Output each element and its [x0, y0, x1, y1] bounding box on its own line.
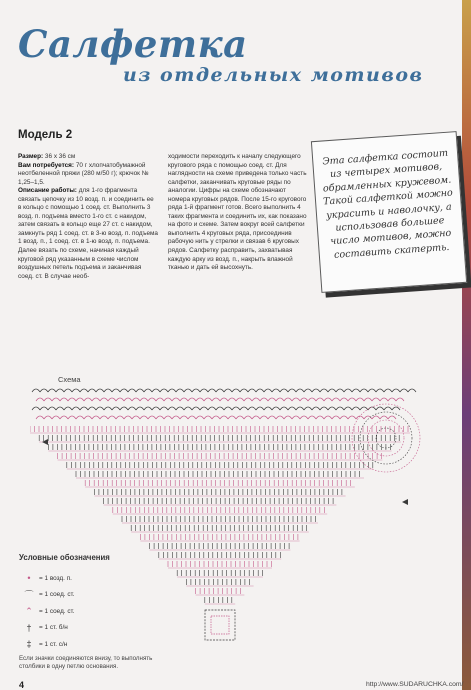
- scheme-arc: [168, 407, 176, 410]
- scheme-arc: [368, 389, 376, 392]
- scheme-arc: [68, 416, 76, 419]
- scheme-arc: [188, 416, 196, 419]
- scheme-arc: [344, 407, 352, 410]
- scheme-arc: [340, 398, 348, 401]
- scheme-arc: [260, 398, 268, 401]
- scheme-arc: [256, 407, 264, 410]
- scheme-arc: [240, 407, 248, 410]
- source-url: http://www.SUDARUCHKA.com/: [366, 681, 464, 688]
- scheme-arc: [116, 416, 124, 419]
- scheme-arc: [324, 398, 332, 401]
- scheme-arc: [108, 398, 116, 401]
- legend-item: ‡ = 1 ст. с/н: [19, 636, 169, 653]
- model-heading: Модель 2: [18, 129, 73, 141]
- scheme-arc: [108, 416, 116, 419]
- scheme-arc: [180, 416, 188, 419]
- scheme-arc: [128, 389, 136, 392]
- scheme-arc: [52, 416, 60, 419]
- scheme-arc: [96, 389, 104, 392]
- scheme-arc: [268, 398, 276, 401]
- scheme-arc: [392, 389, 400, 392]
- scheme-arc: [300, 416, 308, 419]
- scheme-arc: [272, 407, 280, 410]
- scheme-arc: [324, 416, 332, 419]
- scheme-arc: [192, 407, 200, 410]
- scheme-arc: [92, 416, 100, 419]
- legend-item: • = 1 возд. п.: [19, 570, 169, 587]
- scheme-arc: [288, 389, 296, 392]
- double-crochet-icon: ‡: [26, 639, 32, 650]
- scheme-arc: [140, 398, 148, 401]
- scheme-arc: [360, 407, 368, 410]
- scheme-arc: [356, 398, 364, 401]
- scheme-arc: [32, 407, 40, 410]
- scheme-arc: [228, 398, 236, 401]
- scheme-arc: [184, 407, 192, 410]
- scheme-arc: [188, 398, 196, 401]
- scheme-arc: [168, 389, 176, 392]
- scheme-arc: [304, 389, 312, 392]
- scheme-arc: [352, 389, 360, 392]
- scheme-arc: [392, 407, 400, 410]
- scheme-arc: [132, 416, 140, 419]
- scheme-arc: [116, 398, 124, 401]
- scheme-arc: [268, 416, 276, 419]
- scheme-arc: [260, 416, 268, 419]
- scheme-arc: [84, 398, 92, 401]
- scheme-arc: [204, 398, 212, 401]
- scheme-arc: [396, 398, 404, 401]
- scheme-arc: [40, 407, 48, 410]
- scheme-arc: [336, 389, 344, 392]
- scheme-arc: [104, 407, 112, 410]
- scheme-arc: [60, 416, 68, 419]
- scheme-arc: [124, 416, 132, 419]
- scheme-arc: [388, 398, 396, 401]
- scheme-arc: [232, 389, 240, 392]
- legend-list: [19, 570, 169, 653]
- scheme-arc: [136, 407, 144, 410]
- scheme-arc: [204, 416, 212, 419]
- scheme-arc: [280, 407, 288, 410]
- scheme-arc: [252, 416, 260, 419]
- scheme-arc: [352, 407, 360, 410]
- scheme-arc: [144, 389, 152, 392]
- scheme-arc: [56, 407, 64, 410]
- scheme-arc: [264, 389, 272, 392]
- instructions-column-2: [168, 153, 308, 273]
- scheme-arc: [212, 416, 220, 419]
- legend-footnote: Если значки соединяются внизу, то выполнять столбики в одну петлю основания.: [19, 655, 153, 671]
- scheme-arc: [380, 416, 388, 419]
- scheme-arc: [384, 389, 392, 392]
- scheme-arc: [200, 389, 208, 392]
- scheme-arc: [216, 407, 224, 410]
- scheme-arc: [308, 416, 316, 419]
- scheme-arc: [388, 416, 396, 419]
- scheme-arc: [296, 407, 304, 410]
- scheme-arc: [220, 398, 228, 401]
- scheme-arc: [384, 407, 392, 410]
- scheme-arc: [408, 389, 416, 392]
- scheme-arc: [136, 389, 144, 392]
- start-arrow-icon: [42, 439, 48, 445]
- scheme-arc: [320, 407, 328, 410]
- scheme-arc: [184, 389, 192, 392]
- scheme-arc: [244, 416, 252, 419]
- scheme-arc: [316, 398, 324, 401]
- scheme-arc: [128, 407, 136, 410]
- scheme-arc: [320, 389, 328, 392]
- scheme-arc: [244, 398, 252, 401]
- scheme-arc: [104, 389, 112, 392]
- scheme-arc: [336, 407, 344, 410]
- scheme-arc: [44, 416, 52, 419]
- start-arrow-icon: [402, 499, 408, 505]
- scheme-arc: [164, 398, 172, 401]
- scheme-arc: [248, 389, 256, 392]
- scheme-arc: [264, 407, 272, 410]
- scheme-arc: [340, 416, 348, 419]
- scheme-arc: [224, 407, 232, 410]
- scheme-arc: [312, 389, 320, 392]
- scheme-arc: [180, 398, 188, 401]
- scheme-arc: [280, 389, 288, 392]
- scheme-arc: [288, 407, 296, 410]
- page-title: Салфетка: [18, 22, 248, 66]
- scheme-arc: [196, 416, 204, 419]
- scheme-arc: [292, 416, 300, 419]
- scheme-arc: [152, 407, 160, 410]
- scheme-arc: [156, 416, 164, 419]
- size-paragraph: Размер: 36 х 36 см: [18, 153, 76, 160]
- scheme-arc: [68, 398, 76, 401]
- scheme-arc: [284, 416, 292, 419]
- scheme-arc: [224, 389, 232, 392]
- scheme-arc: [112, 407, 120, 410]
- scheme-arc: [32, 389, 40, 392]
- scheme-arc: [156, 398, 164, 401]
- scheme-arc: [256, 389, 264, 392]
- scheme-arc: [328, 407, 336, 410]
- chain-stitch-icon: •: [27, 573, 31, 584]
- scheme-arc: [120, 389, 128, 392]
- magazine-edge: [462, 0, 471, 690]
- scheme-arc: [216, 389, 224, 392]
- scheme-arc: [192, 389, 200, 392]
- scheme-arc: [100, 416, 108, 419]
- scheme-arc: [228, 416, 236, 419]
- scheme-arc: [308, 398, 316, 401]
- scheme-arc: [296, 389, 304, 392]
- scheme-arc: [72, 389, 80, 392]
- scheme-arc: [196, 398, 204, 401]
- scheme-arc: [144, 407, 152, 410]
- scheme-arc: [148, 416, 156, 419]
- scheme-arc: [176, 389, 184, 392]
- scheme-arc: [64, 407, 72, 410]
- page-number: 4: [19, 680, 25, 690]
- callout-text: Эта салфетка состоит из четырех мотивов, обрамленных кружевом. Такой салфеткой можно украсить и наволочку, а использовав большее число мотивов, можно составить скатерть.: [322, 147, 454, 261]
- scheme-arc: [96, 407, 104, 410]
- scheme-arc: [80, 389, 88, 392]
- scheme-label: Схема: [58, 375, 81, 384]
- scheme-arc: [160, 407, 168, 410]
- scheme-arc: [152, 389, 160, 392]
- scheme-arc: [200, 407, 208, 410]
- scheme-arc: [72, 407, 80, 410]
- scheme-arc: [208, 407, 216, 410]
- scheme-arc: [56, 389, 64, 392]
- scheme-arc: [48, 407, 56, 410]
- scheme-arc: [92, 398, 100, 401]
- motif-square: [205, 610, 235, 640]
- scheme-arc: [380, 398, 388, 401]
- scheme-arc: [292, 398, 300, 401]
- scheme-arc: [76, 398, 84, 401]
- scheme-arc: [312, 407, 320, 410]
- scheme-arc: [164, 416, 172, 419]
- scheme-arc: [88, 407, 96, 410]
- scheme-arc: [76, 416, 84, 419]
- scheme-arc: [160, 389, 168, 392]
- scheme-arc: [88, 389, 96, 392]
- scheme-arc: [284, 398, 292, 401]
- slip-stitch-icon: ⌃: [25, 605, 33, 616]
- scheme-arc: [80, 407, 88, 410]
- scheme-arc: [176, 407, 184, 410]
- callout-box: [311, 131, 467, 293]
- scheme-arc: [252, 398, 260, 401]
- scheme-arc: [100, 398, 108, 401]
- scheme-arc: [64, 389, 72, 392]
- motif-square-inner: [211, 616, 229, 634]
- materials-paragraph: Вам потребуется: 70 г хлопчатобумажной неотбеленной пряжи (280 м/50 г); крючок № 1,25–1,5.: [18, 161, 149, 186]
- scheme-arc: [52, 398, 60, 401]
- scheme-arc: [36, 416, 44, 419]
- scheme-arc: [84, 416, 92, 419]
- scheme-arc: [344, 389, 352, 392]
- scheme-arc: [232, 407, 240, 410]
- scheme-arc: [316, 416, 324, 419]
- legend-title: Условные обозначения: [19, 553, 110, 562]
- scheme-arc: [208, 389, 216, 392]
- scheme-arc: [372, 398, 380, 401]
- scheme-arc: [212, 398, 220, 401]
- scheme-arc: [132, 398, 140, 401]
- legend-item: † = 1 ст. б/н: [19, 620, 169, 637]
- scheme-arc: [236, 416, 244, 419]
- scheme-arc: [348, 416, 356, 419]
- scheme-arc: [364, 416, 372, 419]
- scheme-arc: [60, 398, 68, 401]
- scheme-arc: [376, 407, 384, 410]
- scheme-arc: [304, 407, 312, 410]
- scheme-arc: [332, 398, 340, 401]
- scheme-arc: [240, 389, 248, 392]
- instructions-column-1: [18, 153, 158, 281]
- scheme-arc: [48, 389, 56, 392]
- slip-stitch-arc-icon: ⌒: [24, 590, 34, 601]
- legend-item: ⌃ = 1 соед. ст.: [19, 603, 169, 620]
- scheme-arc: [112, 389, 120, 392]
- scheme-arc: [364, 398, 372, 401]
- scheme-arc: [124, 398, 132, 401]
- scheme-arc: [276, 416, 284, 419]
- scheme-arc: [328, 389, 336, 392]
- scheme-arc: [372, 416, 380, 419]
- scheme-arc: [348, 398, 356, 401]
- scheme-arc: [148, 398, 156, 401]
- scheme-arc: [172, 398, 180, 401]
- scheme-arc: [236, 398, 244, 401]
- scheme-arc: [300, 398, 308, 401]
- scheme-arc: [332, 416, 340, 419]
- scheme-arc: [140, 416, 148, 419]
- scheme-arc: [220, 416, 228, 419]
- single-crochet-icon: †: [26, 622, 32, 633]
- scheme-arc: [400, 389, 408, 392]
- scheme-arc: [376, 389, 384, 392]
- scheme-arc: [120, 407, 128, 410]
- description-paragraph: Описание работы: для 1-го фрагмента связать цепочку из 10 возд. п. и соединить ее в кольцо с помощью 1 соед. ст. Выполнить 3 возд. п. подъема вместо 1-го ст. с накидом, затем связать в кольцо еще 27 ст. с накидом, замкнуть ряд 1 соед. ст. в 3-ю возд. п. подъема 1 возд. п., 1 соед. ст. в 1-ю возд. п. подъема. Далее вязать по схеме, начиная каждый круговой ряд указанным в схеме числом воздушных петель подъема и заканчивая соед. ст. В случае необ-: [18, 187, 158, 280]
- scheme-arc: [276, 398, 284, 401]
- scheme-arc: [40, 389, 48, 392]
- scheme-arc: [172, 416, 180, 419]
- continuation-paragraph: ходимости переходить к началу следующего кругового ряда с помощью соед. ст. Для наглядности на схеме приведена только часть салфетки, заканчивать круговые ряды по аналогии. Цифры на схеме обозначают номера круговых рядов. После 15-го кругового ряда 1-й фрагмент готов. Всего выполнить 4 таких фрагмента и соединить их, как показано на фото и схеме. Затем вокруг всей салфетки выполнить 4 круговых ряда, присоединив рабочую нить у стрелки и связав 6 круговых рядов. Салфетку расправить, захватывая каждую арку из возд. п., накрыть влажной тканью и дать ей высохнуть.: [168, 153, 307, 272]
- scheme-arc: [248, 407, 256, 410]
- scheme-arc: [36, 398, 44, 401]
- scheme-arc: [272, 389, 280, 392]
- legend-item: ⌒ = 1 соед. ст.: [19, 587, 169, 604]
- scheme-arc: [44, 398, 52, 401]
- page-subtitle: из отдельных мотивов: [123, 64, 424, 86]
- scheme-arc: [360, 389, 368, 392]
